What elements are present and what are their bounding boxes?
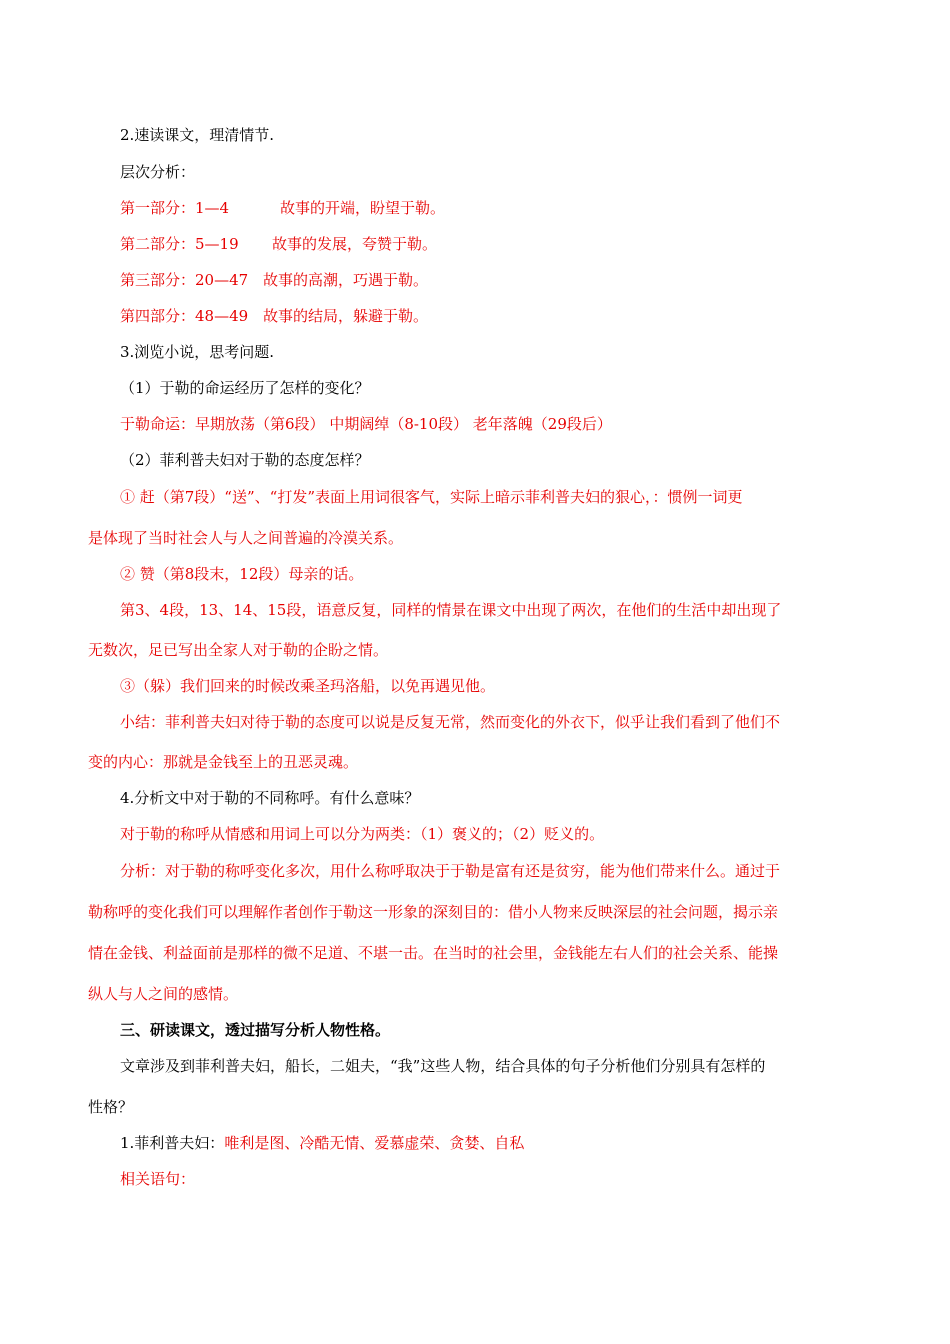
character-1-label: 1.菲利普夫妇： (120, 1134, 225, 1152)
answer-2-item-1-line-1: ① 赶（第7段）“送”、“打发”表面上用词很客气，实际上暗示菲利普夫妇的狠心，：惯例一词更 (120, 488, 743, 506)
part-3-line (120, 270, 428, 290)
part-3-label: 第三部分：20—47 (120, 271, 249, 289)
summary-line-1: 小结：菲利普夫妇对待于勒的态度可以说是反复无常，然而变化的外衣下，似乎让我们看到了他们不 (120, 713, 781, 731)
section-4-answer: 对于勒的称呼从情感和用词上可以分为两类：（1）褒义的；（2）贬义的。 (120, 825, 605, 843)
part-1-desc: 故事的开端，盼望于勒。 (280, 199, 446, 217)
answer-2-item-1-line-2: 是体现了当时社会人与人之间普遍的冷漠关系。 (88, 529, 404, 547)
part-3-intro-line-1: 文章涉及到菲利普夫妇，船长，二姐夫，“我”这些人物，结合具体的句子分析他们分别具有怎样的 (120, 1057, 766, 1075)
section-3-heading: 3.浏览小说，思考问题. (120, 343, 275, 361)
part-2-line (120, 234, 437, 254)
summary-line-2: 变的内心：那就是金钱至上的丑恶灵魂。 (88, 753, 359, 771)
part-3-heading: 三、研读课文，透过描写分析人物性格。 (120, 1021, 391, 1039)
analysis-line-4: 纵人与人之间的感情。 (88, 985, 239, 1003)
answer-2-item-2: ② 赞（第8段末，12段）母亲的话。 (120, 565, 364, 583)
answer-2-item-4: ③（躲）我们回来的时候改乘圣玛洛船，以免再遇见他。 (120, 677, 496, 695)
level-analysis-label: 层次分析： (120, 163, 196, 181)
question-2: （2）菲利普夫妇对于勒的态度怎样？ (120, 451, 370, 469)
answer-2-item-3-line-1: 第3、4段，13、14、15段，语意反复，同样的情景在课文中出现了两次，在他们的生活中却出现了 (120, 601, 782, 619)
part-1-label: 第一部分：1—4 (120, 199, 230, 217)
part-1-line (120, 198, 445, 218)
part-4-line (120, 306, 428, 326)
part-2-desc: 故事的发展，夸赞于勒。 (272, 235, 438, 253)
analysis-line-3: 情在金钱、利益面前是那样的微不足道、不堪一击。在当时的社会里，金钱能左右人们的社会关系、能操 (88, 944, 779, 962)
character-1-line (120, 1133, 524, 1153)
answer-2-item-3-line-2: 无数次，足已写出全家人对于勒的企盼之情。 (88, 641, 389, 659)
question-1: （1）于勒的命运经历了怎样的变化？ (120, 379, 370, 397)
answer-1: 于勒命运：早期放荡（第6段） 中期阔绰（8-10段） 老年落魄（29段后） (120, 415, 612, 433)
section-4-heading: 4.分析文中对于勒的不同称呼。有什么意味？ (120, 789, 420, 807)
analysis-line-1: 分析：对于勒的称呼变化多次，用什么称呼取决于于勒是富有还是贫穷，能为他们带来什么。通过于 (120, 862, 781, 880)
part-3-intro-line-2: 性格？ (88, 1098, 134, 1116)
related-sentences-label: 相关语句： (120, 1170, 196, 1188)
part-2-label: 第二部分：5—19 (120, 235, 239, 253)
part-4-desc: 故事的结局，躲避于勒。 (263, 307, 429, 325)
analysis-line-2: 勒称呼的变化我们可以理解作者创作于勒这一形象的深刻目的：借小人物来反映深层的社会问题，揭示亲 (88, 903, 779, 921)
section-2-heading: 2.速读课文，理清情节. (120, 126, 275, 144)
character-1-traits: 唯利是图、冷酷无情、爱慕虚荣、贪婪、自私 (224, 1134, 525, 1152)
part-4-label: 第四部分：48—49 (120, 307, 249, 325)
part-3-desc: 故事的高潮，巧遇于勒。 (263, 271, 429, 289)
